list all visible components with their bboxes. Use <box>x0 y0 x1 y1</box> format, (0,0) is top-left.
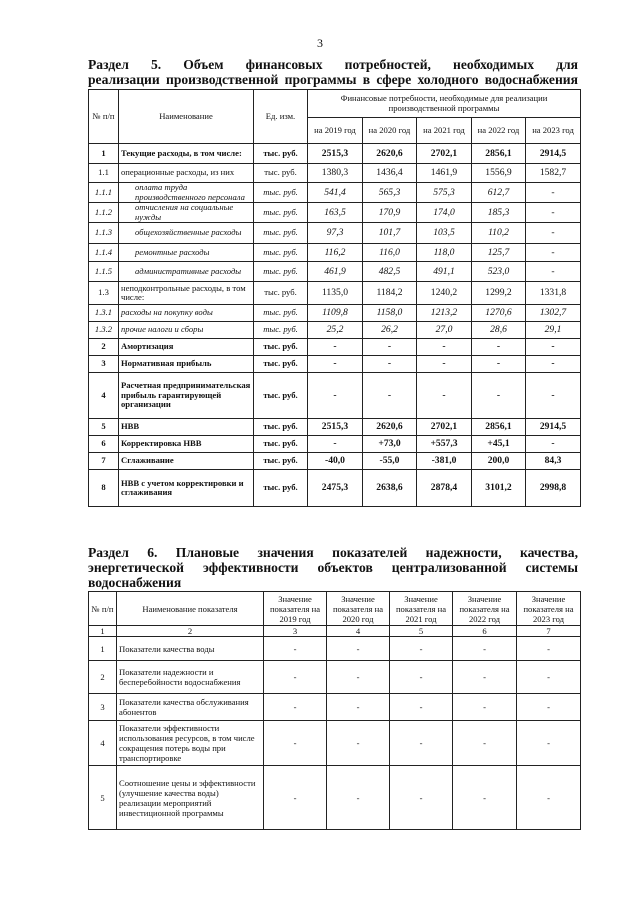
row-number: 1.1.2 <box>89 203 119 223</box>
row-value: - <box>517 766 581 830</box>
table-row <box>89 356 581 373</box>
row-value: - <box>390 694 453 721</box>
row-number: 1.3.1 <box>89 305 119 322</box>
row-unit: тыс. руб. <box>254 164 308 183</box>
row-value: - <box>453 766 517 830</box>
table-row <box>89 721 581 766</box>
row-value: 1461,9 <box>417 164 472 183</box>
row-value: - <box>526 223 581 244</box>
row-unit: тыс. руб. <box>254 419 308 436</box>
header-financial-needs: Финансовые потребности, необходимые для реализации производственной программы <box>308 90 581 118</box>
row-number: 1 <box>89 637 117 661</box>
table-row <box>89 282 581 305</box>
row-value: 491,1 <box>417 262 472 282</box>
row-value: 170,9 <box>363 203 417 223</box>
row-value: - <box>308 356 363 373</box>
row-value: -40,0 <box>308 453 363 470</box>
row-value: -55,0 <box>363 453 417 470</box>
row-value: 1184,2 <box>363 282 417 305</box>
table-row <box>89 637 581 661</box>
row-value: 2515,3 <box>308 144 363 164</box>
row-number: 8 <box>89 470 119 507</box>
row-value: - <box>264 766 327 830</box>
row-value: - <box>390 766 453 830</box>
row-value: 1299,2 <box>472 282 526 305</box>
row-unit: тыс. руб. <box>254 144 308 164</box>
header-year: Значение показателя на 2022 год <box>453 592 517 626</box>
row-name: Нормативная прибыль <box>119 356 254 373</box>
header-indicator-name: Наименование показателя <box>117 592 264 626</box>
row-value: - <box>472 339 526 356</box>
row-value: - <box>390 661 453 694</box>
row-number: 7 <box>89 453 119 470</box>
row-name: Корректировка НВВ <box>119 436 254 453</box>
row-value: 1158,0 <box>363 305 417 322</box>
row-number: 5 <box>89 419 119 436</box>
row-value: - <box>526 203 581 223</box>
row-value: 25,2 <box>308 322 363 339</box>
row-value: 116,0 <box>363 244 417 262</box>
row-name: Показатели надежности и бесперебойности водоснабжения <box>117 661 264 694</box>
row-value: 101,7 <box>363 223 417 244</box>
row-value: 1135,0 <box>308 282 363 305</box>
table-row <box>89 436 581 453</box>
row-name: Сглаживание <box>119 453 254 470</box>
row-unit: тыс. руб. <box>254 305 308 322</box>
row-value: +45,1 <box>472 436 526 453</box>
row-name: НВВ с учетом корректировки и сглаживания <box>119 470 254 507</box>
row-value: 118,0 <box>417 244 472 262</box>
row-number: 1.1.3 <box>89 223 119 244</box>
section-6-title-line-1: Раздел 6. Плановые значения показателей надежности, качества, <box>88 545 578 560</box>
section-5-title <box>88 57 578 87</box>
row-unit: тыс. руб. <box>254 223 308 244</box>
row-value: - <box>327 766 390 830</box>
table-row <box>89 419 581 436</box>
row-value: 2878,4 <box>417 470 472 507</box>
row-value: - <box>327 721 390 766</box>
row-value: 1556,9 <box>472 164 526 183</box>
row-value: 28,6 <box>472 322 526 339</box>
row-number: 1.1.5 <box>89 262 119 282</box>
row-value: +73,0 <box>363 436 417 453</box>
row-value: - <box>517 694 581 721</box>
row-name: НВВ <box>119 419 254 436</box>
table-row <box>89 322 581 339</box>
row-value: 1109,8 <box>308 305 363 322</box>
row-name: Показатели качества обслуживания абонентов <box>117 694 264 721</box>
row-value: 2702,1 <box>417 144 472 164</box>
row-number: 6 <box>89 436 119 453</box>
header-num: № п/п <box>89 90 119 144</box>
row-unit: тыс. руб. <box>254 282 308 305</box>
row-value: 185,3 <box>472 203 526 223</box>
header-unit: Ед. изм. <box>254 90 308 144</box>
row-value: 565,3 <box>363 183 417 203</box>
row-value: - <box>453 721 517 766</box>
row-value: 2998,8 <box>526 470 581 507</box>
row-value: - <box>472 356 526 373</box>
row-number: 3 <box>89 694 117 721</box>
row-value: - <box>327 694 390 721</box>
row-unit: тыс. руб. <box>254 339 308 356</box>
table-row <box>89 164 581 183</box>
table-row <box>89 144 581 164</box>
row-value: - <box>363 339 417 356</box>
table-row <box>89 470 581 507</box>
row-value: 2620,6 <box>363 144 417 164</box>
row-value: - <box>264 721 327 766</box>
row-value: 1270,6 <box>472 305 526 322</box>
column-number: 5 <box>390 626 453 637</box>
page-number: 3 <box>317 36 323 50</box>
row-value: - <box>264 661 327 694</box>
row-value: - <box>526 373 581 419</box>
row-value: 27,0 <box>417 322 472 339</box>
table-row <box>89 766 581 830</box>
row-name: операционные расходы, из них <box>119 164 254 183</box>
row-value: -381,0 <box>417 453 472 470</box>
row-name: Показатели эффективности использования ресурсов, в том числе сокращения потерь воды при транспортировке <box>117 721 264 766</box>
row-value: 2856,1 <box>472 144 526 164</box>
row-value: +557,3 <box>417 436 472 453</box>
table-row <box>89 694 581 721</box>
row-name: прочие налоги и сборы <box>119 322 254 339</box>
table-row <box>89 244 581 262</box>
row-value: 1302,7 <box>526 305 581 322</box>
row-value: - <box>417 356 472 373</box>
row-unit: тыс. руб. <box>254 470 308 507</box>
row-name: неподконтрольные расходы, в том числе: <box>119 282 254 305</box>
row-value: - <box>327 661 390 694</box>
column-number: 4 <box>327 626 390 637</box>
row-value: - <box>517 637 581 661</box>
row-value: 482,5 <box>363 262 417 282</box>
row-value: - <box>526 356 581 373</box>
row-number: 1.1.4 <box>89 244 119 262</box>
row-value: 612,7 <box>472 183 526 203</box>
indicators-table <box>88 591 581 830</box>
row-unit: тыс. руб. <box>254 322 308 339</box>
row-name: Показатели качества воды <box>117 637 264 661</box>
row-value: 125,7 <box>472 244 526 262</box>
row-value: 461,9 <box>308 262 363 282</box>
column-number: 3 <box>264 626 327 637</box>
row-unit: тыс. руб. <box>254 436 308 453</box>
row-name: Соотношение цены и эффективности (улучшение качества воды) реализации мероприятий инвестиционной программы <box>117 766 264 830</box>
header-year: на 2021 год <box>417 118 472 144</box>
row-value: 1436,4 <box>363 164 417 183</box>
row-number: 1.1.1 <box>89 183 119 203</box>
row-value: - <box>526 339 581 356</box>
row-value: - <box>363 373 417 419</box>
header-year: Значение показателя на 2020 год <box>327 592 390 626</box>
row-value: - <box>390 637 453 661</box>
table-row <box>89 453 581 470</box>
row-number: 1.1 <box>89 164 119 183</box>
row-value: - <box>308 373 363 419</box>
row-value: 110,2 <box>472 223 526 244</box>
row-unit: тыс. руб. <box>254 262 308 282</box>
row-value: - <box>363 356 417 373</box>
row-value: 84,3 <box>526 453 581 470</box>
table-row <box>89 203 581 223</box>
row-value: 541,4 <box>308 183 363 203</box>
header-year: Значение показателя на 2019 год <box>264 592 327 626</box>
row-value: 163,5 <box>308 203 363 223</box>
row-value: - <box>264 637 327 661</box>
table-row <box>89 661 581 694</box>
row-number: 2 <box>89 661 117 694</box>
row-value: - <box>453 637 517 661</box>
row-value: - <box>517 661 581 694</box>
row-value: 103,5 <box>417 223 472 244</box>
row-value: - <box>517 721 581 766</box>
header-name: Наименование <box>119 90 254 144</box>
row-value: 200,0 <box>472 453 526 470</box>
row-value: 2702,1 <box>417 419 472 436</box>
section-5-title-line-1: Раздел 5. Объем финансовых потребностей, необходимых для <box>88 57 578 72</box>
row-value: - <box>308 436 363 453</box>
row-name: расходы на покупку воды <box>119 305 254 322</box>
row-name: оплата труда производственного персонала <box>119 183 254 203</box>
table-row <box>89 373 581 419</box>
row-value: - <box>526 183 581 203</box>
row-value: 2620,6 <box>363 419 417 436</box>
row-unit: тыс. руб. <box>254 373 308 419</box>
row-name: административные расходы <box>119 262 254 282</box>
row-name: общехозяйственные расходы <box>119 223 254 244</box>
row-value: 2856,1 <box>472 419 526 436</box>
row-name: отчисления на социальные нужды <box>119 203 254 223</box>
row-value: 575,3 <box>417 183 472 203</box>
header-num: № п/п <box>89 592 117 626</box>
row-value: - <box>390 721 453 766</box>
row-value: 97,3 <box>308 223 363 244</box>
header-year: на 2023 год <box>526 118 581 144</box>
row-name: Текущие расходы, в том числе: <box>119 144 254 164</box>
row-value: - <box>453 661 517 694</box>
row-value: 2475,3 <box>308 470 363 507</box>
row-value: 3101,2 <box>472 470 526 507</box>
table-row <box>89 339 581 356</box>
row-number: 5 <box>89 766 117 830</box>
row-value: - <box>453 694 517 721</box>
column-number: 1 <box>89 626 117 637</box>
row-value: 1380,3 <box>308 164 363 183</box>
row-unit: тыс. руб. <box>254 453 308 470</box>
row-unit: тыс. руб. <box>254 183 308 203</box>
column-number: 7 <box>517 626 581 637</box>
row-value: - <box>526 262 581 282</box>
row-value: 116,2 <box>308 244 363 262</box>
row-value: - <box>417 373 472 419</box>
row-number: 4 <box>89 721 117 766</box>
table-row <box>89 305 581 322</box>
row-value: 2914,5 <box>526 419 581 436</box>
row-value: 29,1 <box>526 322 581 339</box>
table-row <box>89 262 581 282</box>
row-number: 1 <box>89 144 119 164</box>
row-value: 2638,6 <box>363 470 417 507</box>
column-number: 2 <box>117 626 264 637</box>
table-row <box>89 183 581 203</box>
header-year: Значение показателя на 2021 год <box>390 592 453 626</box>
row-value: - <box>472 373 526 419</box>
row-number: 2 <box>89 339 119 356</box>
row-value: - <box>417 339 472 356</box>
column-number: 6 <box>453 626 517 637</box>
row-number: 1.3 <box>89 282 119 305</box>
row-unit: тыс. руб. <box>254 244 308 262</box>
financial-needs-table <box>88 89 581 507</box>
row-value: - <box>526 436 581 453</box>
row-value: - <box>526 244 581 262</box>
row-value: 1582,7 <box>526 164 581 183</box>
header-year: на 2019 год <box>308 118 363 144</box>
row-name: Амортизация <box>119 339 254 356</box>
section-6-title-line-2: энергетической эффективности объектов централизованной системы <box>88 560 578 575</box>
table-row <box>89 223 581 244</box>
section-5-title-line-2: реализации производственной программы в сфере холодного водоснабжения <box>88 72 578 87</box>
header-year: на 2022 год <box>472 118 526 144</box>
section-6-title-line-3: водоснабжения <box>88 575 182 590</box>
row-unit: тыс. руб. <box>254 203 308 223</box>
header-year: на 2020 год <box>363 118 417 144</box>
row-value: 1213,2 <box>417 305 472 322</box>
row-value: 523,0 <box>472 262 526 282</box>
row-name: ремонтные расходы <box>119 244 254 262</box>
row-value: 174,0 <box>417 203 472 223</box>
row-value: 1240,2 <box>417 282 472 305</box>
row-value: 2515,3 <box>308 419 363 436</box>
row-value: - <box>264 694 327 721</box>
row-unit: тыс. руб. <box>254 356 308 373</box>
row-number: 4 <box>89 373 119 419</box>
row-name: Расчетная предпринимательская прибыль гарантирующей организации <box>119 373 254 419</box>
row-value: - <box>308 339 363 356</box>
row-value: 2914,5 <box>526 144 581 164</box>
row-value: 1331,8 <box>526 282 581 305</box>
row-value: 26,2 <box>363 322 417 339</box>
header-year: Значение показателя на 2023 год <box>517 592 581 626</box>
section-6-title <box>88 545 578 590</box>
row-number: 1.3.2 <box>89 322 119 339</box>
row-number: 3 <box>89 356 119 373</box>
row-value: - <box>327 637 390 661</box>
